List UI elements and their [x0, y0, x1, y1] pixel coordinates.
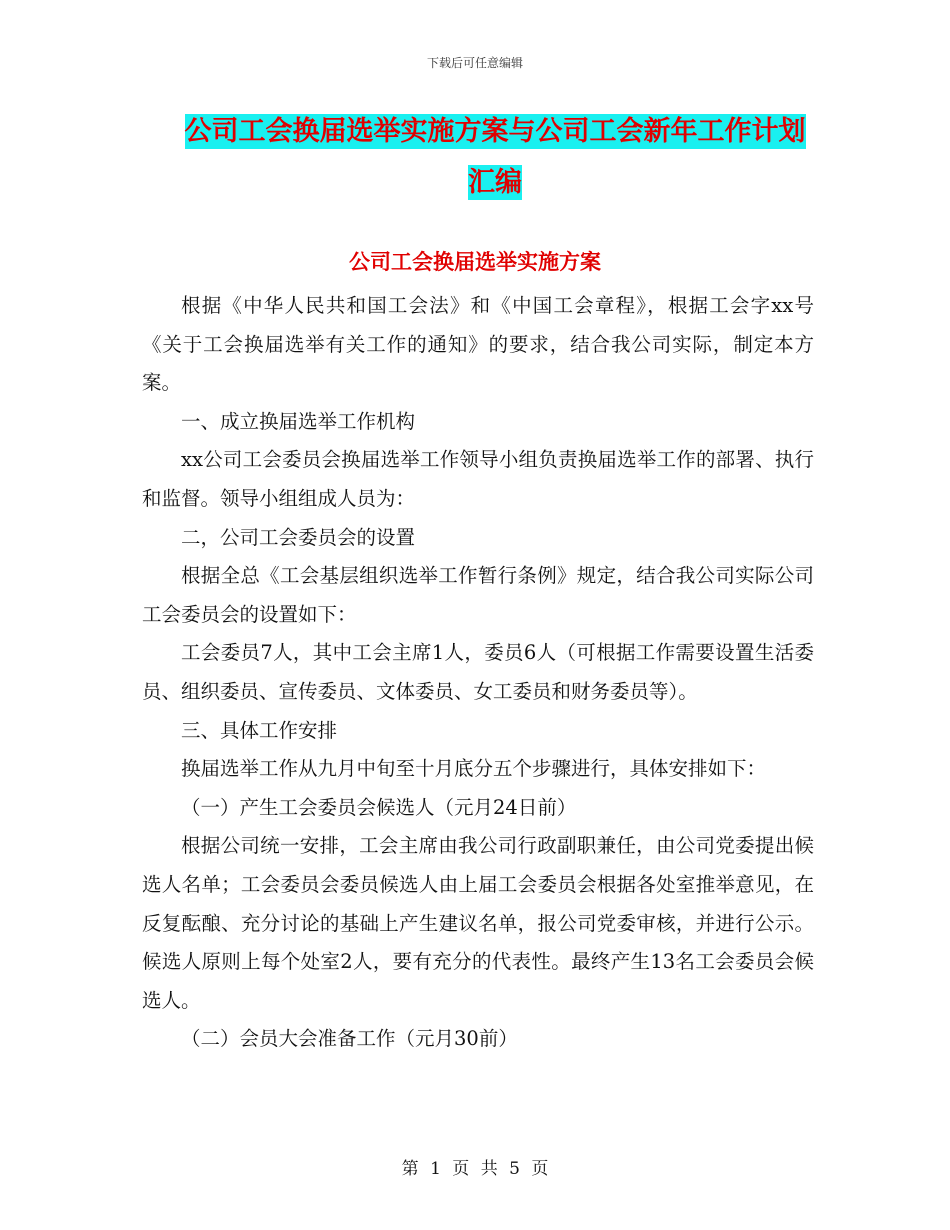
heading-1: 一、成立换届选举工作机构 — [181, 409, 416, 433]
page-footer: 第 1 页 共 5 页 — [401, 1159, 549, 1179]
paragraph-members: 工会委员7人，其中工会主席1人，委员6人（可根据工作需要设置生活委员、组织委员、宣传委员、文体委员、女工委员和财务委员等）。 — [142, 641, 814, 703]
subheading-2: （二）会员大会准备工作（元月30前） — [181, 1027, 518, 1051]
paragraph-candidates: 根据公司统一安排，工会主席由我公司行政副职兼任，由公司党委提出候选人名单；工会委员会委员候选人由上届工会委员会根据各处室推举意见，在反复酝酿、充分讨论的基础上产生建议名单，报公司党委审核，并进行公示。候选人原则上每个处室2人，要有充分的代表性。最终产生13名工会委员会候选人。 — [142, 834, 814, 1012]
header-note: 下载后可任意编辑 — [426, 56, 523, 70]
paragraph-setup: 根据全总《工会基层组织选举工作暂行条例》规定，结合我公司实际公司工会委员会的设置如下： — [142, 564, 814, 626]
paragraph-intro: 根据《中华人民共和国工会法》和《中国工会章程》，根据工会字xx号《关于工会换届选举有关工作的通知》的要求，结合我公司实际，制定本方案。 — [142, 294, 814, 395]
heading-2: 二，公司工会委员会的设置 — [181, 525, 416, 549]
paragraph-schedule: 换届选举工作从九月中旬至十月底分五个步骤进行，具体安排如下： — [181, 757, 767, 781]
paragraph-leadership: xx公司工会委员会换届选举工作领导小组负责换届选举工作的部署、执行和监督。领导小组组成人员为： — [142, 448, 814, 510]
heading-3: 三、具体工作安排 — [181, 718, 338, 742]
document-body — [142, 287, 814, 1059]
document-title — [175, 106, 815, 208]
section-title: 公司工会换届选举实施方案 — [349, 250, 601, 274]
subheading-1: （一）产生工会委员会候选人（元月24日前） — [181, 795, 577, 819]
document-title-text: 公司工会换届选举实施方案与公司工会新年工作计划汇编 — [184, 116, 806, 198]
